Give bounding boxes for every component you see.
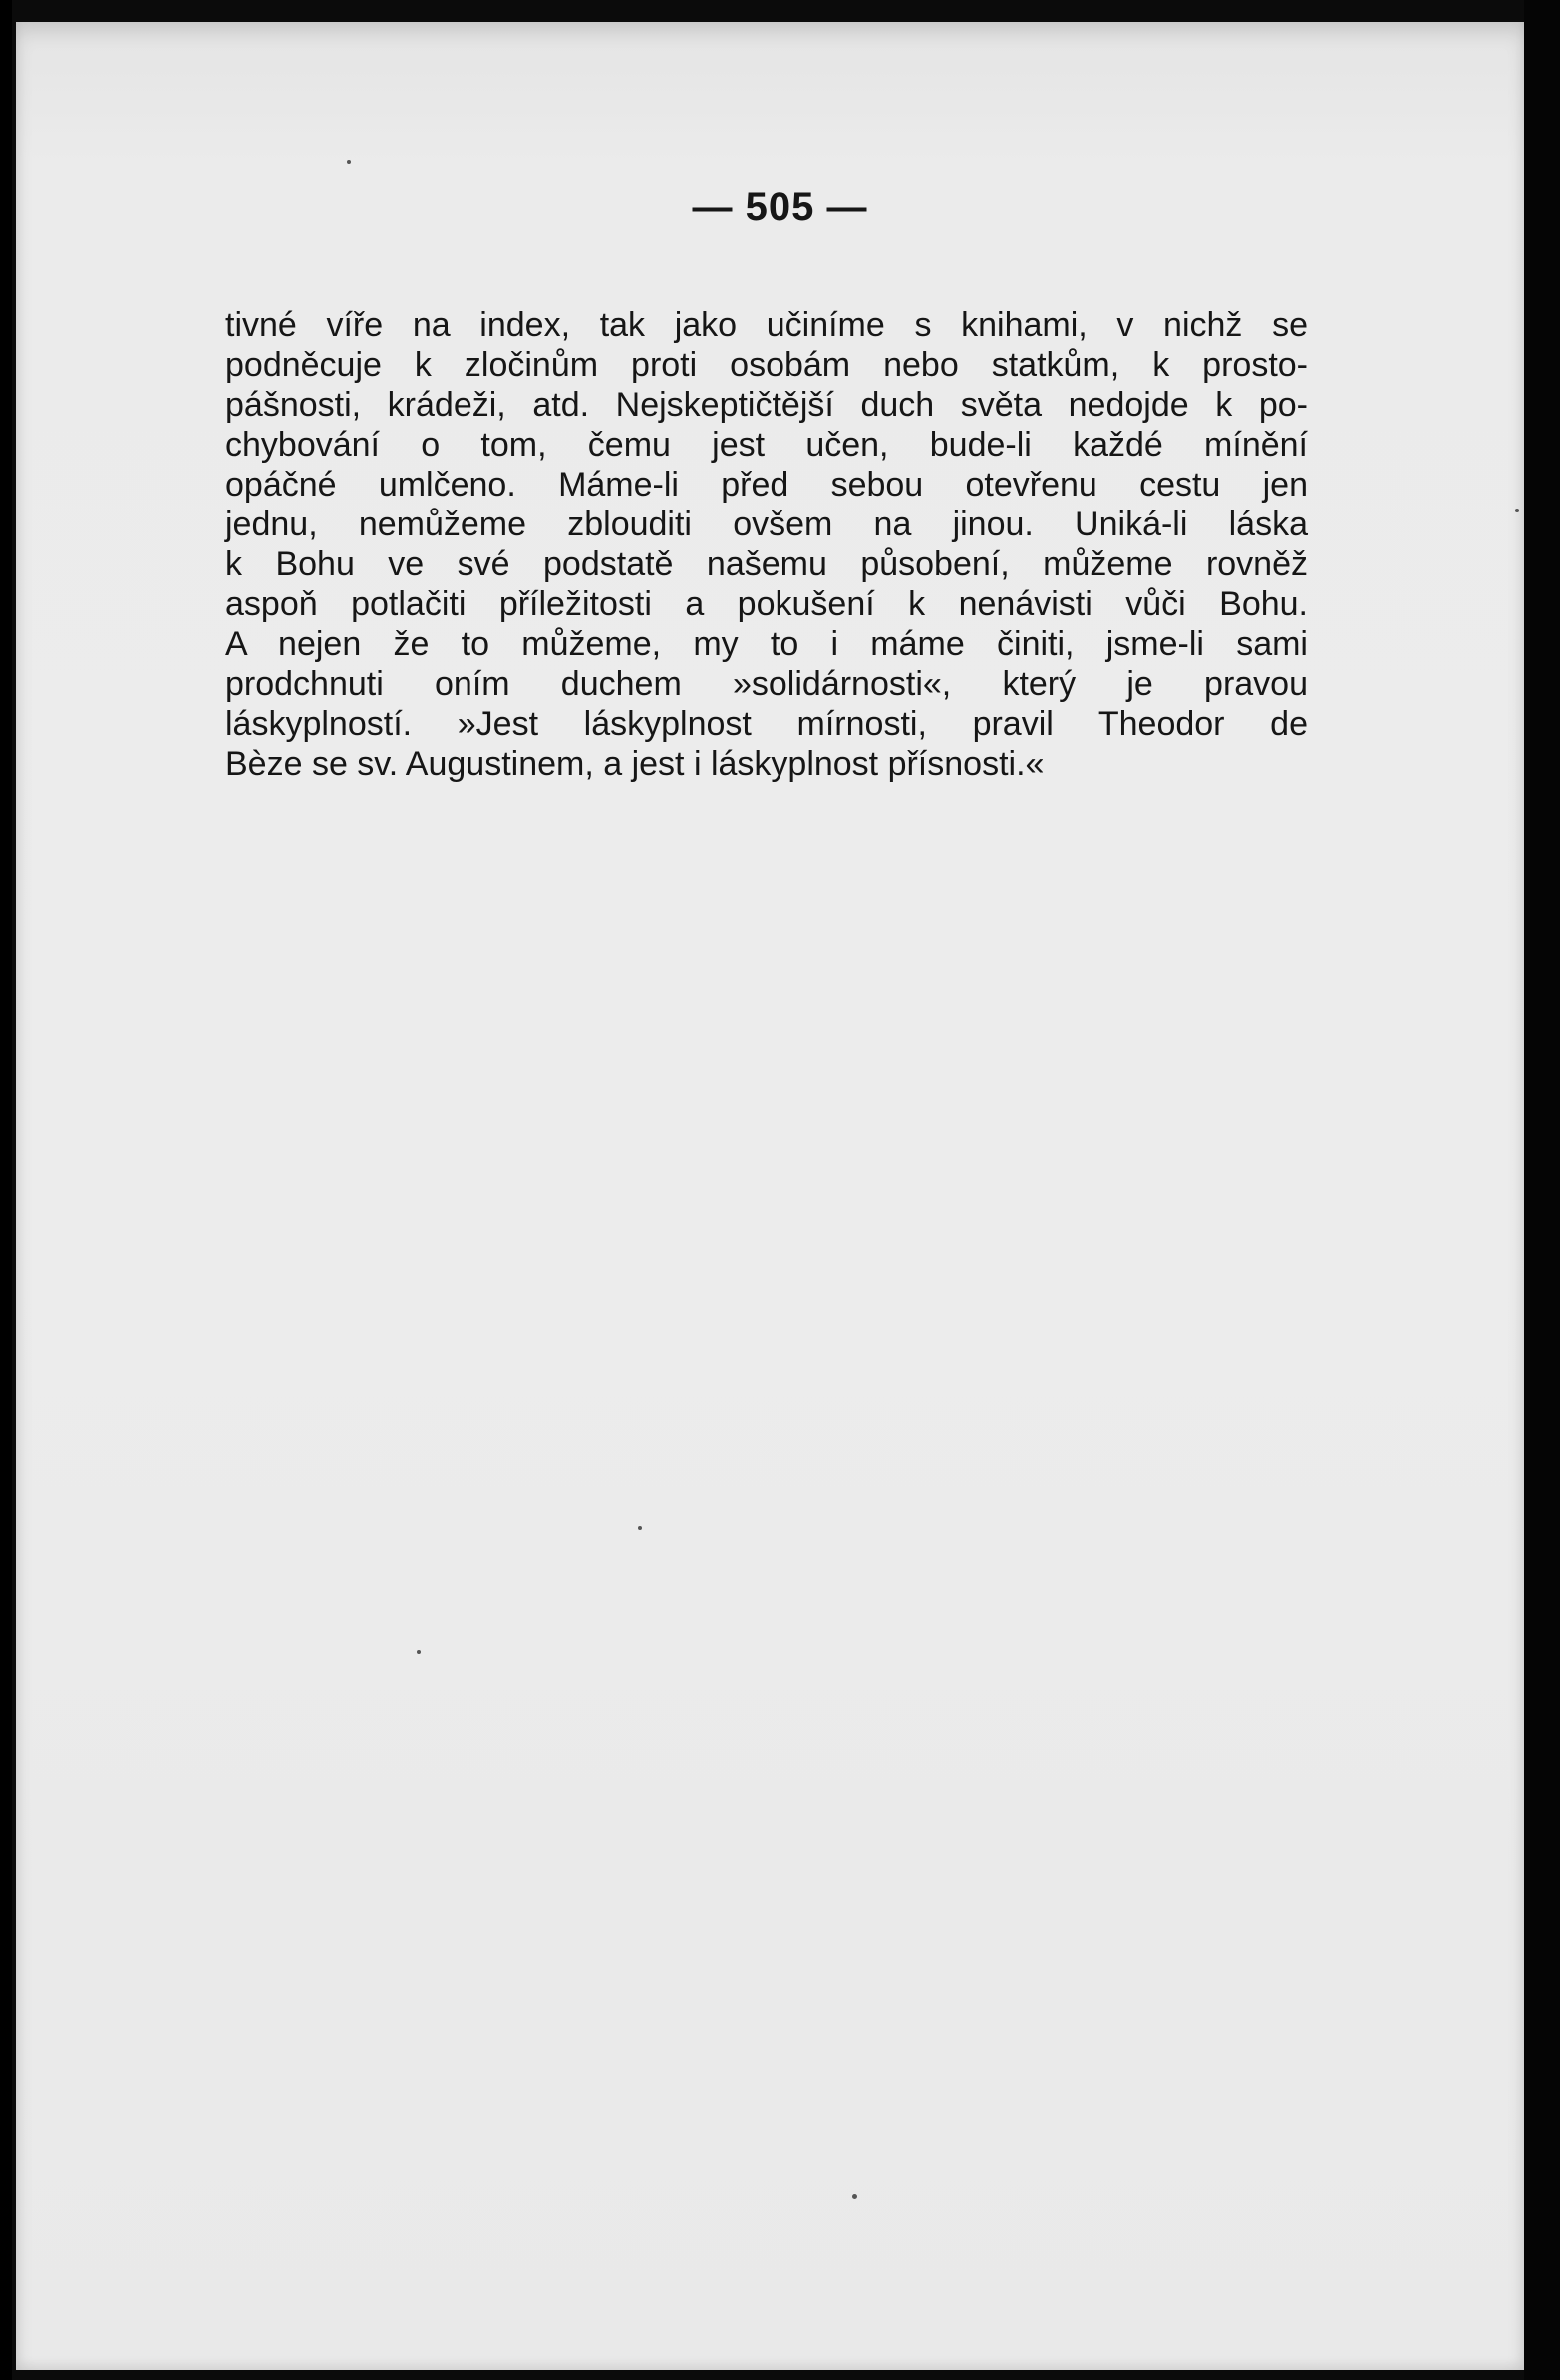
scan-speck — [1515, 509, 1519, 512]
text-line: jednu, nemůžeme zblouditi ovšem na jinou. Uniká-li láska — [225, 506, 1308, 543]
text-line: prodchnuti oním duchem »solidárnosti«, který je pravou — [225, 665, 1308, 703]
text-line: A nejen že to můžeme, my to i máme činiti, jsme-li sami — [225, 625, 1308, 663]
right-page-edge — [1524, 0, 1560, 2380]
left-binding-edge — [0, 0, 12, 2380]
text-line: podněcuje k zločinům proti osobám nebo statkům, k prosto- — [225, 346, 1308, 384]
scan-speck — [347, 160, 351, 164]
text-line: Bèze se sv. Augustinem, a jest i láskyplnost přísnosti.« — [225, 745, 1045, 783]
scan-speck — [417, 1650, 421, 1654]
text-line: láskyplností. »Jest láskyplnost mírnosti, pravil Theodor de — [225, 705, 1308, 743]
text-line: tivné víře na index, tak jako učiníme s knihami, v nichž se — [225, 306, 1308, 344]
text-line: aspoň potlačiti příležitosti a pokušení k nenávisti vůči Bohu. — [225, 585, 1308, 623]
body-text — [225, 305, 1308, 784]
text-line: opáčné umlčeno. Máme-li před sebou otevřenu cestu jen — [225, 466, 1308, 504]
page-number: — 505 — — [692, 185, 868, 229]
scan-speck — [852, 2194, 857, 2199]
text-line: k Bohu ve své podstatě našemu působení, můžeme rovněž — [225, 545, 1308, 583]
text-line: chybování o tom, čemu jest učen, bude-li každé mínění — [225, 426, 1308, 464]
scan-speck — [638, 1526, 642, 1530]
text-line: pášnosti, krádeži, atd. Nejskeptičtější duch světa nedojde k po- — [225, 386, 1308, 424]
